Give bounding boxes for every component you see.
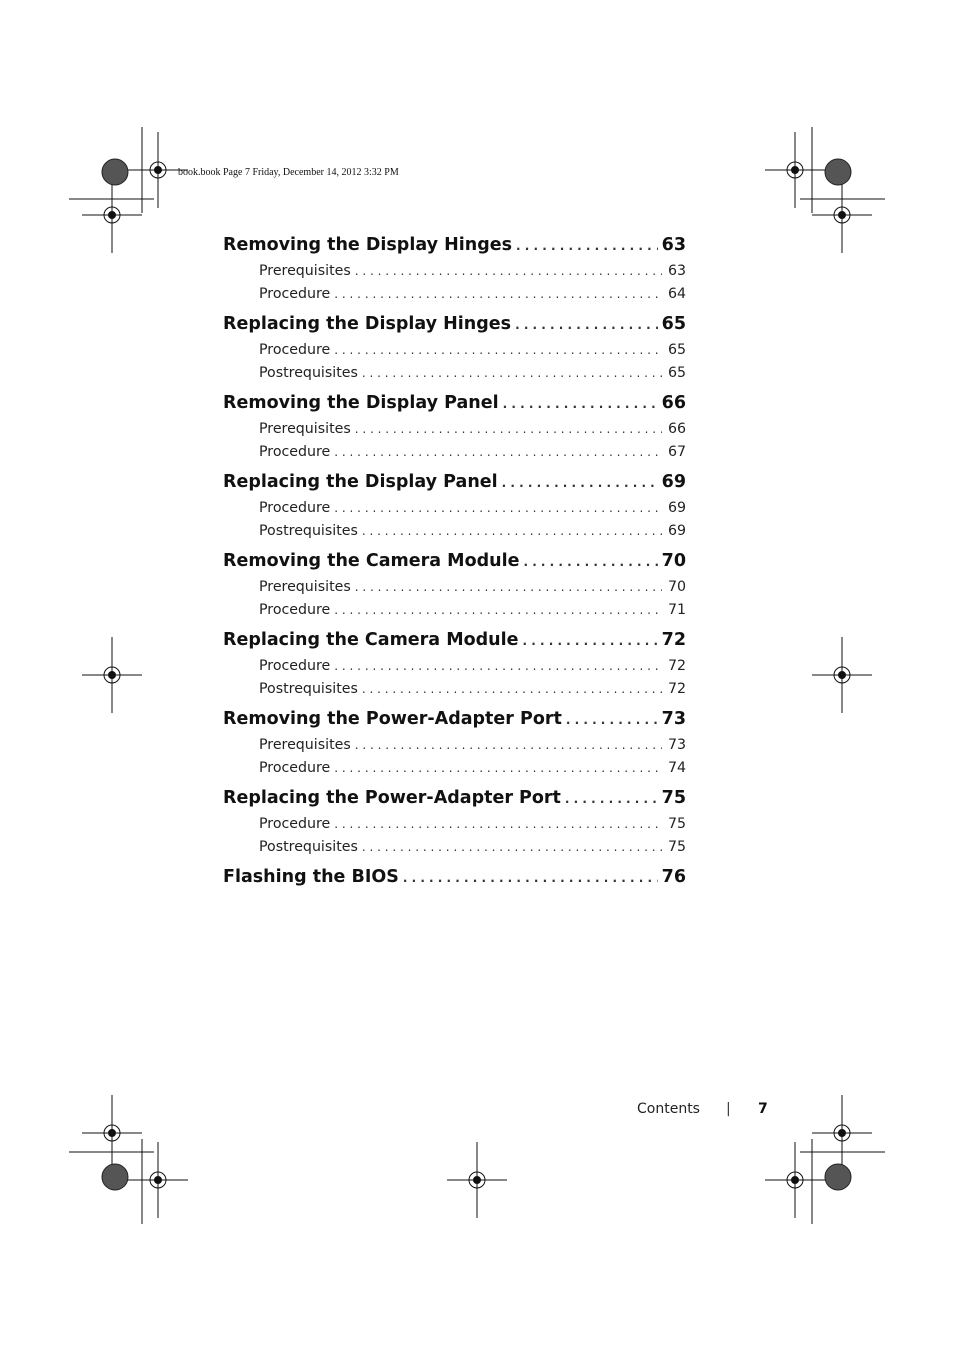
dot-leader bbox=[334, 603, 662, 617]
toc-chapter-entry[interactable] bbox=[223, 314, 686, 342]
toc-chapter-title: Replacing the Power-Adapter Port bbox=[223, 788, 561, 808]
toc-section-page: 65 bbox=[667, 342, 686, 358]
toc-section-entry[interactable] bbox=[223, 602, 686, 625]
toc-section-entry[interactable] bbox=[223, 500, 686, 523]
toc-section-title: Procedure bbox=[259, 658, 331, 674]
dot-leader bbox=[566, 713, 658, 727]
dot-leader bbox=[516, 239, 658, 253]
toc-section-title: Prerequisites bbox=[259, 579, 351, 595]
registration-target-icon bbox=[765, 1142, 825, 1218]
toc-section-page: 74 bbox=[667, 759, 686, 776]
dot-leader bbox=[355, 580, 662, 594]
toc-section-page: 72 bbox=[667, 658, 686, 674]
toc-chapter-entry[interactable] bbox=[223, 472, 686, 500]
toc-section-entry[interactable] bbox=[223, 365, 686, 388]
toc-chapter-page: 69 bbox=[661, 472, 686, 492]
registration-target-icon bbox=[447, 1142, 507, 1218]
toc-chapter-page: 73 bbox=[661, 709, 686, 729]
registration-target-icon bbox=[765, 132, 825, 208]
toc-chapter-title: Flashing the BIOS bbox=[223, 867, 399, 887]
dot-leader bbox=[523, 634, 658, 648]
toc-section-title: Procedure bbox=[259, 759, 331, 776]
toc-section-page: 67 bbox=[667, 443, 686, 460]
dot-leader bbox=[355, 738, 662, 752]
toc-section-page: 64 bbox=[667, 285, 686, 302]
toc-section-entry[interactable] bbox=[223, 579, 686, 602]
registration-target-icon bbox=[82, 177, 142, 253]
registration-target-icon bbox=[82, 637, 142, 713]
toc-section-page: 69 bbox=[667, 522, 686, 539]
toc-section-title: Procedure bbox=[259, 816, 331, 832]
dot-leader bbox=[355, 264, 662, 278]
toc-section-title: Prerequisites bbox=[259, 737, 351, 753]
dot-leader bbox=[523, 555, 657, 569]
dot-leader bbox=[334, 817, 662, 831]
dot-leader bbox=[334, 761, 662, 775]
toc-section-page: 65 bbox=[667, 364, 686, 381]
toc-section-entry[interactable] bbox=[223, 839, 686, 862]
dot-leader bbox=[362, 366, 662, 380]
dot-leader bbox=[503, 397, 658, 411]
toc-section-entry[interactable] bbox=[223, 421, 686, 444]
toc-section-title: Postrequisites bbox=[259, 364, 358, 381]
dot-leader bbox=[403, 871, 658, 885]
toc-chapter-entry[interactable] bbox=[223, 551, 686, 579]
toc-section-page: 70 bbox=[667, 579, 686, 595]
registration-target-icon bbox=[82, 1095, 142, 1171]
dot-leader bbox=[502, 476, 658, 490]
toc-chapter-entry[interactable] bbox=[223, 235, 686, 263]
toc-section-entry[interactable] bbox=[223, 444, 686, 467]
toc-section-title: Procedure bbox=[259, 285, 331, 302]
footer-label: Contents bbox=[637, 1101, 700, 1117]
toc-section-title: Procedure bbox=[259, 601, 331, 618]
toc-chapter-title: Replacing the Display Panel bbox=[223, 472, 498, 492]
dot-leader bbox=[334, 501, 662, 515]
toc-chapter-title: Replacing the Camera Module bbox=[223, 630, 519, 650]
toc-section-page: 69 bbox=[667, 500, 686, 516]
toc-chapter-entry[interactable] bbox=[223, 867, 686, 895]
toc-section-entry[interactable] bbox=[223, 816, 686, 839]
dot-leader bbox=[362, 840, 662, 854]
toc-chapter-page: 72 bbox=[661, 630, 686, 650]
toc-chapter-entry[interactable] bbox=[223, 630, 686, 658]
toc-chapter-title: Removing the Display Hinges bbox=[223, 235, 513, 255]
dot-leader bbox=[334, 287, 662, 301]
dot-leader bbox=[334, 445, 662, 459]
toc-section-title: Prerequisites bbox=[259, 263, 351, 279]
dot-leader bbox=[362, 524, 662, 538]
page-footer bbox=[637, 1101, 768, 1117]
toc-chapter-entry[interactable] bbox=[223, 709, 686, 737]
toc-section-entry[interactable] bbox=[223, 760, 686, 783]
toc-section-entry[interactable] bbox=[223, 263, 686, 286]
toc-section-title: Postrequisites bbox=[259, 680, 358, 697]
toc-chapter-page: 65 bbox=[661, 314, 686, 334]
toc-chapter-page: 75 bbox=[661, 788, 686, 808]
registration-target-icon bbox=[812, 177, 872, 253]
toc-section-title: Procedure bbox=[259, 443, 331, 460]
dot-leader bbox=[334, 343, 662, 357]
registration-target-icon bbox=[812, 637, 872, 713]
toc-chapter-title: Replacing the Display Hinges bbox=[223, 314, 512, 334]
dot-leader bbox=[334, 659, 662, 673]
toc-section-entry[interactable] bbox=[223, 342, 686, 365]
page-number: 7 bbox=[758, 1101, 768, 1117]
toc-chapter-page: 66 bbox=[661, 393, 686, 413]
toc-section-title: Procedure bbox=[259, 342, 331, 358]
toc-section-page: 72 bbox=[667, 680, 686, 697]
toc-section-page: 66 bbox=[667, 421, 686, 437]
dot-leader bbox=[355, 422, 662, 436]
toc-section-page: 71 bbox=[667, 601, 686, 618]
toc-chapter-entry[interactable] bbox=[223, 788, 686, 816]
toc-section-entry[interactable] bbox=[223, 737, 686, 760]
print-slug: book.book Page 7 Friday, December 14, 2012 3:32 PM bbox=[178, 167, 399, 178]
toc-section-entry[interactable] bbox=[223, 658, 686, 681]
toc-chapter-entry[interactable] bbox=[223, 393, 686, 421]
toc-section-title: Prerequisites bbox=[259, 421, 351, 437]
toc-section-title: Postrequisites bbox=[259, 522, 358, 539]
toc-section-page: 75 bbox=[667, 816, 686, 832]
dot-leader bbox=[515, 318, 658, 332]
toc-chapter-title: Removing the Camera Module bbox=[223, 551, 520, 571]
toc-section-title: Procedure bbox=[259, 500, 331, 516]
table-of-contents bbox=[223, 235, 686, 895]
toc-section-entry[interactable] bbox=[223, 523, 686, 546]
toc-section-page: 73 bbox=[667, 737, 686, 753]
toc-chapter-page: 70 bbox=[661, 551, 686, 571]
dot-leader bbox=[565, 792, 658, 806]
registration-target-icon bbox=[128, 1142, 188, 1218]
toc-section-entry[interactable] bbox=[223, 286, 686, 309]
toc-section-page: 75 bbox=[667, 838, 686, 855]
toc-chapter-page: 76 bbox=[661, 867, 686, 887]
toc-section-page: 63 bbox=[667, 263, 686, 279]
toc-chapter-title: Removing the Power-Adapter Port bbox=[223, 709, 562, 729]
registration-target-icon bbox=[812, 1095, 872, 1171]
dot-leader bbox=[362, 682, 662, 696]
toc-section-title: Postrequisites bbox=[259, 838, 358, 855]
toc-chapter-title: Removing the Display Panel bbox=[223, 393, 499, 413]
toc-chapter-page: 63 bbox=[661, 235, 686, 255]
footer-separator: | bbox=[726, 1101, 731, 1117]
toc-section-entry[interactable] bbox=[223, 681, 686, 704]
